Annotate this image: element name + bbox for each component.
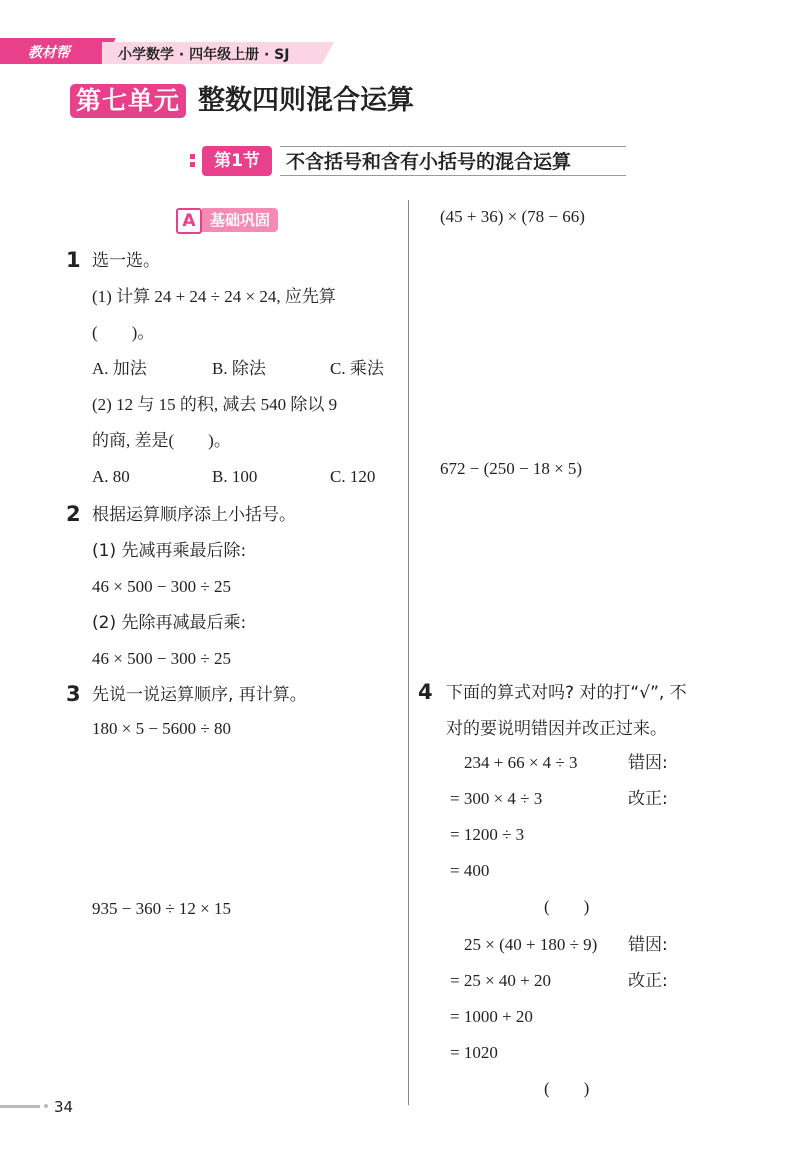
sub-question: (2) 先除再减最后乘:	[92, 613, 247, 633]
expression: 46 × 500 − 300 ÷ 25	[92, 577, 232, 596]
sub-question: (2) 12 与 15 的积, 减去 540 除以 9	[92, 395, 338, 414]
sub-question: (1) 计算 24 + 24 ÷ 24 × 24, 应先算	[92, 287, 336, 306]
question-stem: 下面的算式对吗? 对的打“√”, 不	[446, 683, 687, 703]
series-label: 小学数学 · 四年级上册 · SJ	[118, 47, 290, 63]
question-number: 3	[66, 682, 81, 706]
part-label: 基础巩固	[202, 208, 278, 232]
unit-title: 整数四则混合运算	[198, 85, 414, 116]
question-stem: 对的要说明错因并改正过来。	[446, 719, 667, 739]
expression: 46 × 500 − 300 ÷ 25	[92, 649, 232, 668]
question-stem: 先说一说运算顺序, 再计算。	[92, 685, 307, 705]
column-divider	[408, 200, 409, 1105]
section-badge: 第1节	[202, 146, 272, 176]
option-b: B. 除法	[212, 359, 266, 378]
unit-badge: 第七单元	[70, 84, 186, 118]
section-title: 不含括号和含有小括号的混合运算	[280, 146, 626, 176]
footer-rule	[0, 1105, 40, 1108]
sub-question: (1) 先减再乘最后除:	[92, 541, 247, 561]
brand-label: 教材帮	[28, 45, 70, 61]
question-number: 1	[66, 248, 81, 272]
reason-label: 错因:	[628, 935, 668, 955]
page-number: 34	[54, 1098, 74, 1116]
answer-blank: 的商, 差是( )。	[92, 431, 231, 450]
calc-line: 234 + 66 × 4 ÷ 3	[464, 753, 578, 772]
question-stem: 根据运算顺序添上小括号。	[92, 505, 296, 525]
option-c: C. 乘法	[330, 359, 384, 378]
question-stem: 选一选。	[92, 251, 160, 271]
fix-label: 改正:	[628, 971, 668, 991]
reason-label: 错因:	[628, 753, 668, 773]
option-a: A. 80	[92, 467, 130, 486]
calc-line: 25 × (40 + 180 ÷ 9)	[464, 935, 598, 954]
answer-blank: ( )。	[92, 323, 155, 342]
option-b: B. 100	[212, 467, 258, 486]
option-a: A. 加法	[92, 359, 147, 378]
footer-dot	[44, 1104, 48, 1108]
calc-line: = 25 × 40 + 20	[450, 971, 552, 990]
question-number: 2	[66, 502, 81, 526]
expression: (45 + 36) × (78 − 66)	[440, 207, 585, 226]
option-c: C. 120	[330, 467, 376, 486]
expression: 180 × 5 − 5600 ÷ 80	[92, 719, 232, 738]
expression: 935 − 360 ÷ 12 × 15	[92, 899, 232, 918]
judge-blank: ( )	[544, 1079, 590, 1098]
section-marker	[190, 154, 200, 164]
judge-blank: ( )	[544, 897, 590, 916]
calc-line: = 1200 ÷ 3	[450, 825, 525, 844]
expression: 672 − (250 − 18 × 5)	[440, 459, 583, 478]
calc-line: = 300 × 4 ÷ 3	[450, 789, 543, 808]
calc-line: = 400	[450, 861, 490, 880]
part-letter: A	[176, 208, 202, 234]
question-number: 4	[418, 680, 433, 704]
calc-line: = 1020	[450, 1043, 498, 1062]
calc-line: = 1000 + 20	[450, 1007, 533, 1026]
fix-label: 改正:	[628, 789, 668, 809]
